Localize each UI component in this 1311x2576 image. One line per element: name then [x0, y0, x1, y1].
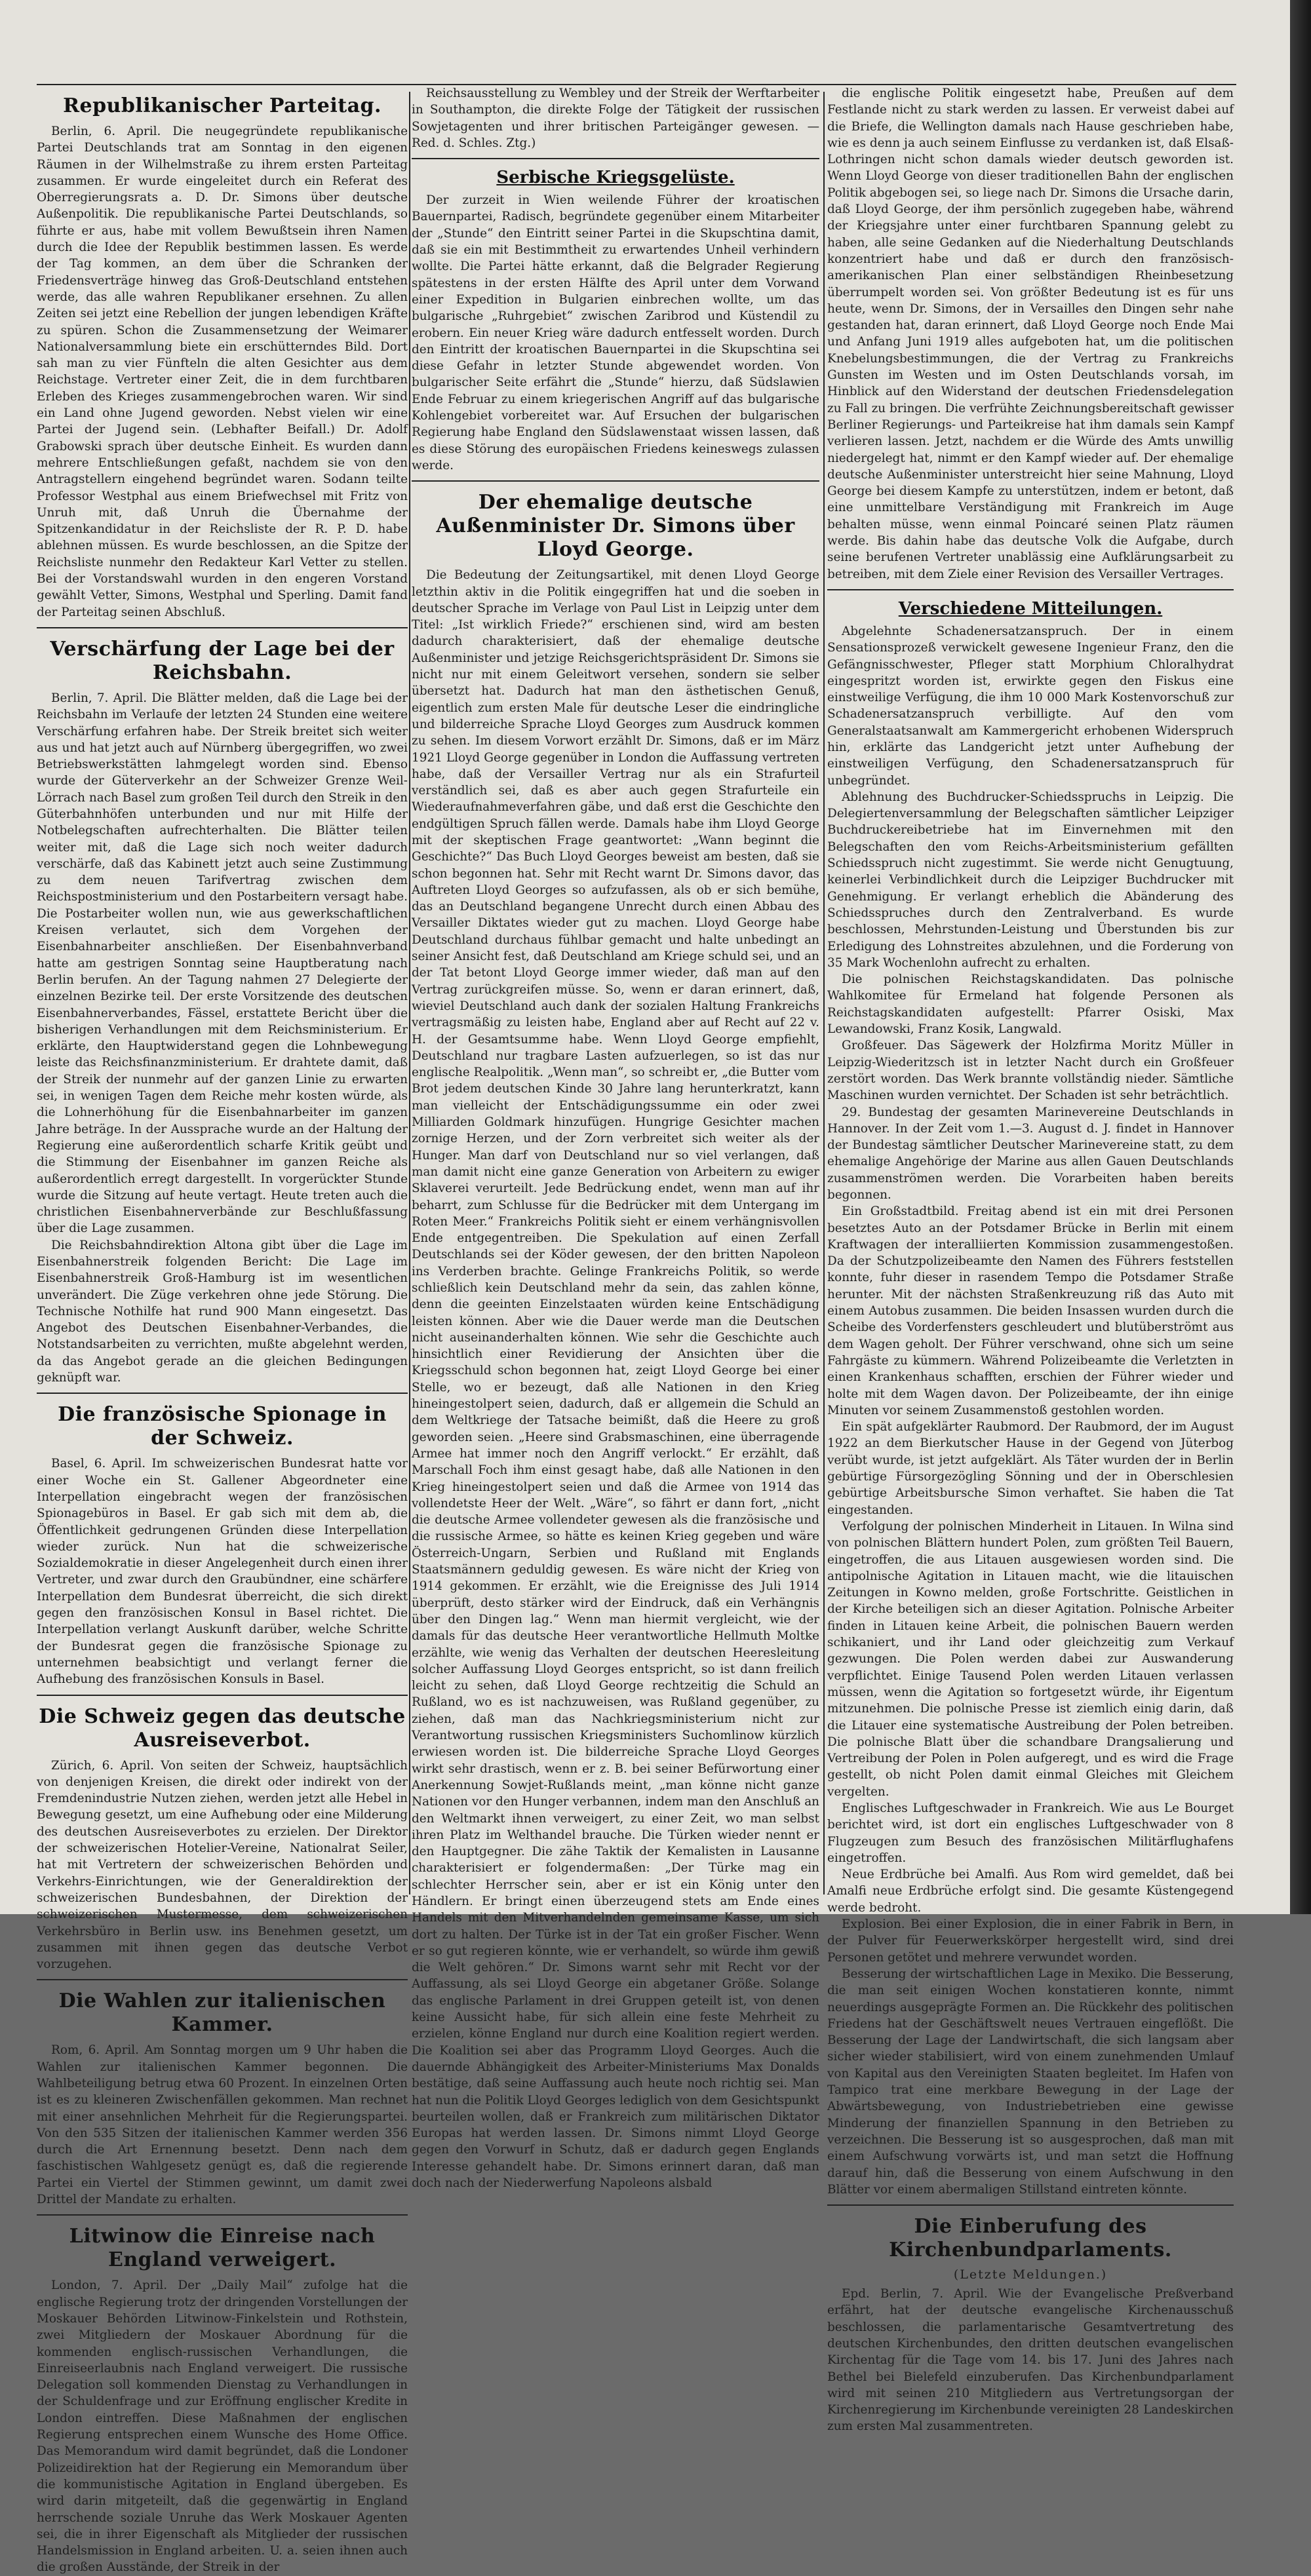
- article-divider: [37, 1393, 408, 1394]
- article-headline: Der ehemalige deutsche Außenminister Dr. Simons über Lloyd George.: [436, 491, 795, 562]
- article-headline: Serbische Kriegsgelüste.: [496, 168, 735, 188]
- article-divider: [827, 589, 1234, 590]
- article-body: Abgelehnte Schadenersatzanspruch. Der in einem Sensationsprozeß verwickelt gewesene Ingenieur Franz, den die Gefängnisschwester, Pfleger statt Morphium Chloralhydrat eingespritzt worden ist, erwirkte gegen den Fiskus eine einstweilige Verfügung, die ihm 10 000 Mark Kostenvorschuß zur Schadenersatzanspruch verbilligte. Auf den vom Generalstaatsanwalt am Kammergericht erhobenen Widerspruch hin, erklärte das Landgericht jetzt unter Aufhebung der einstweiligen Verfügung, den Schadenersatzanspruch für unbegründet.: [827, 624, 1234, 788]
- article-divider: [37, 1979, 408, 1980]
- article: [827, 971, 1234, 1037]
- article-subtitle: (Letzte Meldungen.): [953, 2267, 1108, 2282]
- article-body: London, 7. April. Der „Daily Mail“ zufolge hat die englische Regierung trotz der dringenden Vorstellungen der Moskauer Behörden Litwinow-Finkelstein und Rothstein, zwei Mitgliedern der Moskauer Abordnung für die kommenden englisch-russischen Verhandlungen, die Einreiseerlaubnis nach England verweigert. Die russische Delegation soll kommenden Dienstag zu Verhandlungen in der Schuldenfrage und zur Eröffnung englischer Kredite in London eintreffen. Diese Maßnahmen der englischen Regierung entsprechen einem Wunsche des Home Office. Das Memorandum wird damit begründet, daß die Londoner Polizeidirektion hat der Regierung ein Memorandum über die kommunistische Agitation in England übergeben. Es wird darin mitgeteilt, daß die gegenwärtig in England herrschende soziale Unruhe das Werk Moskauer Agenten sei, die in ihrer Eigenschaft als Mitglieder der russischen Handelsmission in England arbeiten. U. a. seien ihnen auch die großen Ausstände, der Streik in der: [37, 2278, 408, 2575]
- article: [37, 1705, 408, 1973]
- article-body: Epd. Berlin, 7. April. Wie der Evangelische Preßverband erfährt, hat der deutsche evangelische Kirchenausschuß beschlossen, die parlamentarische Gesamtvertretung des deutschen Kirchenbundes, den dritten deutschen evangelischen Kirchentag für die Tage vom 14. bis 17. Juni des Jahres nach Bethel bei Bielefeld einzuberufen. Das Kirchenbundparlament wird mit seinen 210 Mitgliedern aus Vertretungsorgan der Kirchenregierung im Kirchenbunde vereinigten 28 Landeskirchen zum ersten Mal zusammentreten.: [827, 2287, 1234, 2434]
- article: [37, 1990, 408, 2208]
- article: [37, 1237, 408, 1387]
- column-1: [37, 85, 408, 2575]
- article-divider: [827, 2204, 1234, 2206]
- article-divider: [37, 2214, 408, 2216]
- article-body: Die Bedeutung der Zeitungsartikel, mit denen Lloyd George letzthin aktiv in die Politik eingegriffen hat und die soeben in deutscher Sprache im Verlage von Paul List in Leipzig unter dem Titel: „Ist wirklich Friede?“ erschienen sind, wird am besten dadurch charakterisiert, daß der ehemalige deutsche Außenminister und jetzige Reichsgerichtspräsident Dr. Simons sie nicht nur mit einem Geleitwort versehen, sondern sie selber übersetzt hat. Dadurch hat man den ästhetischen Genuß, eigentlich zum ersten Male für deutsche Leser die eindringliche und bilderreiche Sprache Lloyd Georges zum Ausdruck kommen zu sehen. Im diesem Vorwort erzählt Dr. Simons, daß er im März 1921 Lloyd George gegenüber in London die Auffassung vertreten habe, daß der Versailler Vertrag nur als ein Strafurteil verständlich sei, daß es aber auch gegen Strafurteile ein Wiederaufnahmeverfahren gäbe, und daß erst die Geschichte den endgültigen Spruch fällen werde. Damals habe ihm Lloyd George mit der skeptischen Frage geantwortet: „Wann beginnt die Geschichte?“ Das Buch Lloyd Georges beweist am besten, daß sie schon begonnen hat. Sehr mit Recht warnt Dr. Simons davor, das Auftreten Lloyd Georges so aufzufassen, als ob er sich bemühe, das an Deutschland begangene Unrecht durch einen Abbau des Versailler Diktates wieder gut zu machen. Lloyd George habe Deutschland durchaus fühlbar gemacht und halte unbedingt an seiner Ansicht fest, daß Deutschland am Kriege schuld sei, und an der Tat betont Lloyd George immer wieder, daß man auf den Vertrag zurückgreifen müsse. So, wenn er daran erinnert, daß, wieviel Deutschland auch dank der sozialen Haltung Frankreichs vertragsmäßig zu leisten habe, England aber auf Recht auf 22 v. H. der Gesamtsumme habe. Wenn Lloyd George empfiehlt, Deutschland nur tragbare Lasten aufzuerlegen, so ist das nur englische Realpolitik. „Wenn man“, so schreibt er, „die Butter vom Brot jedem deutschen Kinde 30 Jahre lang herunterkratzt, kann man vielleicht der Entschädigungssumme ein oder zwei Milliarden Goldmark hinzufügen. Hungrige Gesichter machen zornige Herzen, und der Zorn verbreitet sich weiter als der Hunger. Man darf von Deutschland nur so viel verlangen, daß man damit nicht eine ganze Generation von Arbeitern zu ewiger Sklaverei verurteilt. Jede Bedrückung endet, wenn man auf ihr beharrt, zum Schlusse für die Bedrücker mit dem Untergang im Roten Meer.“ Frankreichs Politik sieht er einem verhängnisvollen Ende entgegentreiben. Die Spekulation auf einen Zerfall Deutschlands sei der Köder gewesen, der den britten Napoleon ins Verderben brachte. Gelinge Frankreichs Politik, so werde schließlich kein Deutschland mehr da sein, das zahlen könne, denn die geeinten Einzelstaaten würden keine Entschädigung leisten können. Aber wie die Dauer werde man die Deutschen nicht auseinanderhalten können. Wie sehr die Geschichte auch hinsichtlich einer Revidierung der Ansichten über die Kriegsschuld schon begonnen hat, zeigt Lloyd George bei einer Stelle, wo er bezeugt, daß alle Nationen in den Krieg hineingestolpert seien, dadurch, daß er allgemein die Schuld an dem Weltkriege der Tatsache beimißt, daß die Heere zu groß geworden seien. „Heere sind Grabsmaschinen, eine überragende Armee hat immer noch den Angriff verlockt.“ Er erzählt, daß Marschall Foch ihm einst gesagt habe, daß alle Nationen in den Krieg hineingestolpert seien und daß die Armee von 1914 das vollendetste Heer der Welt. „Wäre“, so fährt er dann fort, „nicht die deutsche Armee vollendeter gewesen als die französische und die russische Armee, so hätte es keinen Krieg gegeben und wäre Österreich-Ungarn, Serbien und Rußland mit Englands Staatsmännern geduldig gewesen. Es wäre nicht der Krieg von 1914 gekommen. Er erzählt, wie die Ereignisse des Juli 1914 überprüft, desto stärker wird der Eindruck, daß ein Verhängnis über den Dingen lag.“ Wenn man hiermit vergleicht, wie der damals für das deutsche Heer verantwortliche Hellmuth Moltke erzählte, wie wenig das Verhalten der deutschen Heeresleitung solcher Auffassung Lloyd Georges entspricht, so ist dann freilich leicht zu sehen, daß Lloyd George rechtzeitig die Schuld an Rußland, wo es ist nachzuweisen, was Rußland gegenüber, zu ziehen, daß man das Nachkriegsministerium nicht zur Verantwortung russischen Kriegsministers Suchomlinow kürzlich erwiesen worden ist. Die bilderreiche Sprache Lloyd Georges wirkt sehr drastisch, wenn er z. B. bei seiner Befürwortung einer Anerkennung Sowjet-Rußlands meint, „man könne nicht ganze Nationen vor den Hunger verbannen, indem man den Anschluß an den Weltmarkt ihnen verweigert, zu einer Zeit, wo man selbst ihren Platz im Welthandel brauche. Die Türken wieder nennt er den Hauptgegner. Die zähe Taktik der Kemalisten in Lausanne charakterisiert er folgendermaßen: „Der Türke mag ein schlechter Herrscher sein, aber er ist ein König unter den Händlern. Er bringt einen überzeugend stets am Ende eines Handels mit den Mitverhandelnden gemeinsame Kasse, um sich dort zu halten. Der Türke ist in der Tat ein großer Fischer. Wenn er so gut regieren könnte, wie er verhandelt, so würde ihm gewiß die Welt gehören.“ Dr. Simons warnt sehr mit Recht vor der Auffassung, als sei Lloyd George ein abgetaner Größe. Solange das englische Parlament in drei Gruppen geteilt ist, von denen keine Aussicht habe, für sich allein eine feste Mehrheit zu erzielen, könne England nur durch eine Koalition regiert werden. Die Koalition sei aber das Programm Lloyd Georges. Auch die dauernde Abhängigkeit des Arbeiter-Ministeriums Max Donalds bestätige, daß seine Auffassung auch heute noch richtig sei. Man hat nun die Politik Lloyd Georges lediglich von dem Gesichtspunkt beurteilen wollen, daß er Frankreich zum militärischen Diktator Europas hat werden lassen. Dr. Simons nimmt Lloyd George gegen den Vorwurf in Schutz, daß er dadurch gegen Englands Interesse gehandelt habe. Dr. Simons erinnert daran, daß man doch nach der Niederwerfung Napoleons alsbald: [412, 568, 819, 2191]
- article: [37, 638, 408, 1237]
- article: [412, 491, 819, 2191]
- article-headline: Litwinow die Einreise nach England verweigert.: [69, 2225, 376, 2272]
- article-body: Neue Erdbrüche bei Amalfi. Aus Rom wird gemeldet, daß bei Amalfi neue Erdbrüche erfolgt sind. Die gesamte Küstengegend werde bedroht.: [827, 1868, 1234, 1915]
- article: [827, 789, 1234, 971]
- article-divider: [412, 158, 819, 159]
- article: [827, 1419, 1234, 1518]
- article: [827, 1966, 1234, 2198]
- article-body: Berlin, 7. April. Die Blätter melden, daß die Lage bei der Reichsbahn im Verlaufe der letzten 24 Stunden eine weitere Verschärfung erfahren habe. Der Streik breitet sich weiter aus und hat jetzt auch auf Nürnberg übergegriffen, wo zwei Betriebswerkstätten lahmgelegt worden sind. Ebenso wurde der Güterverkehr an der Schweizer Grenze Weil-Lörrach nach Basel zum großen Teil durch den Streik in den Güterbahnhöfen unterbunden und nur mit Hilfe der Notbelegschaften aufrechterhalten. Die Blätter teilen weiter mit, daß die Lage sich noch weiter dadurch verschärfe, daß das Kabinett jetzt auch seine Zustimmung zu dem neuen Tarifvertrag zwischen dem Reichspostministerium und den Postarbeitern versagt habe. Die Postarbeiter wollen nun, wie aus gewerkschaftlichen Kreisen verlautet, sich dem Vorgehen der Eisenbahnarbeiter anschließen. Der Eisenbahnverband hatte am gestrigen Sonntag seine Hauptberatung nach Berlin berufen. An der Tagung nahmen 27 Delegierte der einzelnen Bezirke teil. Der erste Vorsitzende des deutschen Eisenbahnerverbandes, Fässel, erstattete Bericht über die bisherigen Verhandlungen mit dem Reichsministerium. Er erklärte, den Hauptwiderstand gegen die Lohnbewegung leiste das Reichsfinanzministerium. Er drahtete damit, daß der Streik der nunmehr auf der ganzen Linie zu erwarten sei, in wenigen Tagen dem Reiche mehr kosten würde, als die Lohnerhöhung für die Eisenbahnarbeiter im ganzen Jahre beträge. In der Aussprache wurde an der Haltung der Regierung eine außerordentlich scharfe Kritik geübt und die Stimmung der Eisenbahner im ganzen Reiche als außerordentlich erregt dargestellt. In vorgerückter Stunde wurde die Sitzung auf heute vertagt. Heute treten auch die christlichen Eisenbahnerverbände zur Beschlußfassung über die Lage zusammen.: [37, 691, 408, 1236]
- article-body: Die polnischen Reichstagskandidaten. Das polnische Wahlkomitee für Ermeland hat folgende Personen als Reichstagskandidaten aufgestellt: Pfarrer Osiski, Max Lewandowski, Franz Kosik, Langwald.: [827, 972, 1234, 1037]
- article-body: Der zurzeit in Wien weilende Führer der kroatischen Bauernpartei, Radisch, begründete gegenüber einem Mitarbeiter der „Stunde“ den Eintritt seiner Partei in die Skupschtina damit, daß sie ein mit Bestimmtheit zu erwartendes Unheil verhindern wollte. Die Partei hätte erkannt, daß die Belgrader Regierung spätestens in der ersten Hälfte des April unter dem Vorwand einer Expedition in Bulgarien einbrechen wollte, um das bulgarische „Ruhrgebiet“ zwischen Zaribrod und Küstendil zu erobern. Ein neuer Krieg wäre dadurch entfesselt worden. Durch den Eintritt der kroatischen Bauernpartei in die Skupschtina sei diese Gefahr in letzter Stunde abgewendet worden. Von bulgarischer Seite erfährt die „Stunde“ hierzu, daß Südslawien Ende Februar zu einem kriegerischen Angriff auf das bulgarische Kohlengebiet vorbereitet war. Auf Ersuchen der bulgarischen Regierung habe England den Südslawenstaat wissen lassen, daß es diese Störung des europäischen Friedens keineswegs zulassen werde.: [412, 193, 819, 472]
- article: [827, 1800, 1234, 1866]
- article-headline: Die französische Spionage in der Schweiz.: [58, 1403, 387, 1450]
- article: [827, 2215, 1234, 2435]
- article-body: Reichsausstellung zu Wembley und der Streik der Werftarbeiter in Southampton, die direkte Folge der Tätigkeit der russischen Sowjetagenten und ihrer britischen Parteigänger gewesen. — Red. d. Schles. Ztg.): [412, 87, 819, 150]
- article-body: die englische Politik eingesetzt habe, Preußen auf dem Festlande nicht zu stark werden zu lassen. Er verweist dabei auf die Briefe, die Wellington damals nach Hause geschrieben habe, wie es denn ja auch seinem Einflusse zu verdanken ist, daß Elsaß-Lothringen nicht schon damals wieder deutsch geworden ist. Wenn Lloyd George von dieser traditionellen Bahn der englischen Politik abgebogen sei, so liege nach Dr. Simons die Ursache darin, daß Lloyd George, der ihm persönlich zugegeben habe, während der Kriegsjahre unter einer furchtbaren Spannung gelebt zu haben, alle seine Gedanken auf die Niederhaltung Deutschlands konzentriert habe und daß er durch den französisch-amerikanischen Plan einer selbständigen Rheinbesetzung überrumpelt worden sei. Von größter Bedeutung ist es für uns heute, wenn Dr. Simons, der in Versailles den Dingen sehr nahe gestanden hat, daran erinnert, daß Lloyd George noch Ende Mai und Anfang Juni 1919 alles aufgeboten hat, um die politischen Knebelungsbestimmungen, die der Vertrag zu Frankreichs Gunsten im Westen und im Osten Deutschlands vorsah, im Hinblick auf den Widerstand der deutschen Friedensdelegation zu Fall zu bringen. Die verfrühte Zeichnungsbereitschaft gewisser Berliner Regierungs- und Parteikreise hat ihm damals sein Kampf verlieren lassen. Jetzt, nachdem er die Würde des Amts unwillig niedergelegt hat, nimmt er den Kampf wieder auf. Der ehemalige deutsche Außenminister unterstreicht hier seine Mahnung, Lloyd George bei diesem Kampfe zu unterstützen, indem er betont, daß eine unmittelbare Verständigung mit Frankreich im Auge behalten müsse, wenn einmal Poincaré seinen Platz räumen werde. Bis dahin habe das deutsche Volk die Aufgabe, durch seine berufenen Vertreter unablässig eine Aufklärungsarbeit zu betreiben, mit dem Ziele einer Revision des Versailler Vertrages.: [827, 87, 1234, 581]
- article-headline: Republikanischer Parteitag.: [63, 94, 382, 117]
- article-headline: Die Schweiz gegen das deutsche Ausreiseverbot.: [39, 1704, 406, 1752]
- article-body: Ein Großstadtbild. Freitag abend ist ein mit drei Personen besetztes Auto an der Potsdamer Brücke in Berlin mit einem Kraftwagen der interalliierten Kommission zusammengestoßen. Da der Schutzpolizeibeamte den Namen des Führers feststellen konnte, fuhr dieser in rasendem Tempo die Potsdamer Straße herunter. Mit der nächsten Straßenkreuzung riß das Auto mit einem Autobus zusammen. Die beiden Insassen wurden durch die Scheibe des Vorderfensters geschleudert und blutüberströmt aus dem Wagen geholt. Der Führer verschwand, ohne sich um seine Fahrgäste zu kümmern. Während Polizeibeamte die Verletzten in einen Krankenhaus schafften, erschien der Führer wieder und holte mit dem Wagen davon. Der Polizeibeamte, der ihn einige Minuten vor seinem Zusammenstoß gestohlen worden.: [827, 1204, 1234, 1417]
- article-headline: Verschiedene Mitteilungen.: [898, 598, 1163, 619]
- article: [412, 167, 819, 474]
- article-body: Explosion. Bei einer Explosion, die in einer Fabrik in Bern, in der Pulver für Feuerwerkskörper hergestellt wird, sind drei Personen getötet und mehrere verwundet worden.: [827, 1917, 1234, 1965]
- article: [827, 1037, 1234, 1104]
- article-body: Rom, 6. April. Am Sonntag morgen um 9 Uhr haben die Wahlen zur italienischen Kammer begonnen. Die Wahlbeteiligung betrug etwa 60 Prozent. In einzelnen Orten ist es zu kleineren Zwischenfällen gekommen. Man rechnet mit einer ansehnlichen Mehrheit für die Regierungspartei. Von den 535 Sitzen der italienischen Kammer werden 356 durch die Art Ernennung besetzt. Denn nach dem faschistischen Wahlgesetz genügt es, daß die regierende Partei ein Viertel der Stimmen gewinnt, um damit zwei Drittel der Mandate zu erhalten.: [37, 2043, 408, 2207]
- article: [827, 1203, 1234, 1419]
- column-rule-2: [823, 92, 825, 1894]
- article-body: Die Reichsbahndirektion Altona gibt über die Lage im Eisenbahnerstreik folgenden Bericht: Die Lage im Eisenbahnerstreik Groß-Hamburg ist im wesentlichen unverändert. Die Züge verkehren ohne jede Störung. Die Technische Nothilfe hat rund 900 Mann eingesetzt. Das Angebot des Deutschen Eisenbahner-Verbandes, die Notstandsarbeiten zu verrichten, mußte abgelehnt werden, da das Angebot gerade an die gleichen Bedingungen geknüpft war.: [37, 1238, 408, 1385]
- column-rule-1: [409, 92, 410, 1894]
- article-headline: Die Einberufung des Kirchenbundparlaments.: [889, 2215, 1172, 2262]
- page-edge-shadow: [1290, 0, 1311, 1914]
- article: [827, 1518, 1234, 1800]
- article-body: Großfeuer. Das Sägewerk der Holzfirma Moritz Müller in Leipzig-Wiederitzsch ist in letzter Nacht durch ein Großfeuer zerstört worden. Das Werk brannte vollständig nieder. Sämtliche Maschinen wurden vernichtet. Der Schaden ist sehr beträchtlich.: [827, 1039, 1234, 1103]
- article-body: Ein spät aufgeklärter Raubmord. Der Raubmord, der im August 1922 an dem Bierkutscher Hause in der Gegend von Jüterbog verübt wurde, ist jetzt aufgeklärt. Als Täter wurden der in Berlin gebürtige Fürsorgezögling Sönning und der in Oberschlesien gebürtige Arbeitsbursche Simon verhaftet. Sie haben die Tat eingestanden.: [827, 1420, 1234, 1517]
- article-body: Berlin, 6. April. Die neugegründete republikanische Partei Deutschlands trat am Sonntag in den eigenen Räumen in der Wilhelmstraße zu ihrem ersten Parteitag zusammen. Er wurde eingeleitet durch ein Referat des Oberregierungsrats a. D. Dr. Simons über deutsche Außenpolitik. Die republikanische Partei Deutschlands, so führte er aus, habe mit vollem Bewußtsein ihren Namen durch die Idee der Republik bestimmen lassen. Es werde der Tag kommen, an dem über die Schranken der Friedensverträge hinweg das Groß-Deutschland entstehen werde, das alle wahren Republikaner ersehnen. Zu allen Zeiten sei jetzt eine Rebellion der jungen lebendigen Kräfte zu spüren. Schon die Zusammensetzung der Weimarer Nationalversammlung biete ein erschütterndes Bild. Dort sah man zu vier Fünfteln die alten Gesichter aus dem Reichstage. Vertreter einer Zeit, die in dem furchtbaren Erleben des Krieges zusammengebrochen waren. Wir sind ein Land ohne Jugend geworden. Nebst vielen wir eine Partei der Jugend sein. (Lebhafter Beifall.) Dr. Adolf Grabowski sprach über deutsche Einheit. Es wurden dann mehrere Entschließungen gefaßt, nachdem sie von den Antragstellern eingehend begründet waren. Sodann teilte Professor Westphal aus einem Briefwechsel mit Fritz von Unruh mit, daß Unruh die Übernahme der Spitzenkandidatur in der Reichsliste der R. P. D. habe ablehnen müssen. Es wurde beschlossen, an die Spitze der Reichsliste nunmehr den Redakteur Karl Vetter zu stellen. Bei der Vorstandswahl wurden in den engeren Vorstand gewählt Vetter, Simons, Westphal und Sperling. Damit fand der Parteitag seinen Abschluß.: [37, 125, 408, 619]
- article-body: Verfolgung der polnischen Minderheit in Litauen. In Wilna sind von polnischen Blättern hundert Polen, zum größten Teil Bauern, eingetroffen, die aus Litauen ausgewiesen worden sind. Die antipolnische Agitation in Litauen macht, wie die litauischen Zeitungen in Kowno melden, große Fortschritte. Geistlichen in der Kirche beteiligen sich an dieser Agitation. Polnische Arbeiter finden in Litauen keine Arbeit, die polnischen Bauern werden schikaniert, und ihr Land oder gleichzeitig zum Verkauf gezwungen. Die Polen werden dabei zur Auswanderung verpflichtet. Einige Tausend Polen werden Litauen verlassen müssen, wenn die Agitation so fortgesetzt würde, ihr Eigentum mitzunehmen. Die polnische Presse ist ziemlich einig darin, daß die Litauer eine systematische Austreibung der Polen betreiben. Die polnische Blatt über die schandbare Drangsalierung und Vertreibung der Polen in Polen aufgeregt, und es wird die Frage gestellt, ob nicht Polen damit einmal Gleiches mit Gleichem vergelten.: [827, 1519, 1234, 1799]
- article: [827, 1866, 1234, 1916]
- article-divider: [412, 480, 819, 482]
- article-body: Basel, 6. April. Im schweizerischen Bundesrat hatte vor einer Woche ein St. Gallener Abgeordneter eine Interpellation eingebracht wegen der französischen Spionagebüros in Basel. Er gab sich mit dem ab, die Öffentlichkeit gedrungenen Gründen diese Interpellation wieder zurück. Nun hat die schweizerische Sozialdemokratie in dieser Angelegenheit durch einen ihrer Vertreter, und zwar durch den Graubündner, eine schärfere Interpellation dem Bundesrat überreicht, die sich direkt gegen den französischen Konsul in Basel richtet. Die Interpellation verlangt Auskunft darüber, welche Schritte der Bundesrat gegen die französische Spionage zu unternehmen beabsichtigt und verlangt ferner die Aufhebung des französischen Konsuls in Basel.: [37, 1457, 408, 1687]
- article-headline: Die Wahlen zur italienischen Kammer.: [58, 1990, 386, 2037]
- article: [37, 1403, 408, 1687]
- article: [827, 1104, 1234, 1204]
- article: [412, 85, 819, 151]
- column-2: [412, 85, 819, 2191]
- article: [37, 2225, 408, 2575]
- article-body: Englisches Luftgeschwader in Frankreich. Wie aus Le Bourget berichtet wird, ist dort ein englisches Luftgeschwader von 8 Flugzeugen zum Besuch des französischen Militärflughafens eingetroffen.: [827, 1801, 1234, 1865]
- article: [827, 85, 1234, 583]
- article-headline: Verschärfung der Lage bei der Reichsbahn.: [50, 637, 395, 684]
- article: [827, 598, 1234, 789]
- article-divider: [37, 627, 408, 628]
- article-body: Besserung der wirtschaftlichen Lage in Mexiko. Die Besserung, die man seit einigen Wochen konstatieren konnte, nimmt neuerdings ausgeprägte Formen an. Die Rückkehr des politischen Friedens hat der Geschäftswelt neues Vertrauen eingeflößt. Die Besserung der Lage der Landwirtschaft, die sich langsam aber sicher wieder stabilisiert, wird von einem zunehmenden Umlauf von Kapital aus den Vereinigten Staaten begleitet. Im Hafen von Tampico trat eine merkbare Bewegung in der Lage der Abwärtsbewegung, von Industriebetrieben eine gewisse Minderung der finanziellen Spannung in den Betrieben zu verzeichnen. Die Besserung ist so ausgesprochen, daß man mit einem Aufschwung vorwärts ist, und man setzt die Hoffnung darauf hin, daß die Besserung von einem Aufschwung in den Blätter vor einem abermaligen Stillstand eintreten könnte.: [827, 1967, 1234, 2197]
- article: [827, 1916, 1234, 1966]
- article-body: 29. Bundestag der gesamten Marinevereine Deutschlands in Hannover. In der Zeit vom 1.—3. August d. J. findet in Hannover der Bundestag sämtlicher Deutscher Marinevereine statt, zu dem ehemalige Angehörige der Marine aus allen Gauen Deutschlands zusammenströmen werden. Die Vorarbeiten haben bereits begonnen.: [827, 1105, 1234, 1202]
- column-3: [827, 85, 1234, 2434]
- article-body: Zürich, 6. April. Von seiten der Schweiz, hauptsächlich von denjenigen Kreisen, die direkt oder indirekt von der Fremdenindustrie Nutzen ziehen, werden jetzt alle Hebel in Bewegung gesetzt, um eine Aufhebung oder eine Milderung des deutschen Ausreiseverbotes zu erzielen. Der Direktor der schweizerischen Hotelier-Vereine, Nationalrat Seiler, hat mit Vertretern der schweizerischen Behörden und Verkehrs-Einrichtungen, wie der Generaldirektion der schweizerischen Bundesbahnen, der Direktion der schweizerischen Mustermesse, dem schweizerischen Verkehrsbüro in Berlin usw. ins Benehmen gesetzt, um zusammen mit ihnen gegen das deutsche Verbot vorzugehen.: [37, 1758, 408, 1972]
- article-body: Ablehnung des Buchdrucker-Schiedsspruchs in Leipzig. Die Delegiertenversammlung der Belegschaften sämtlicher Leipziger Buchdruckereibetriebe hat im Einvernehmen mit den Belegschaften den vom Reichs-Arbeitsministerium gefällten Schiedsspruch nicht zugestimmt. Sie werde nicht Genugtuung, keinerlei Verbindlichkeit durch die Leipziger Buchdrucker mit Genehmigung. Er verlangt erheblich die Abänderung des Schiedsspruches durch den Zentralverband. Es wurde beschlossen, Mehrstunden-Leistung und Überstunden bis zur Erledigung des Lohnstreites abzulehnen, und die Forderung von 35 Mark Wochenlohn aufrecht zu erhalten.: [827, 790, 1234, 970]
- article: [37, 94, 408, 621]
- article-divider: [37, 1695, 408, 1696]
